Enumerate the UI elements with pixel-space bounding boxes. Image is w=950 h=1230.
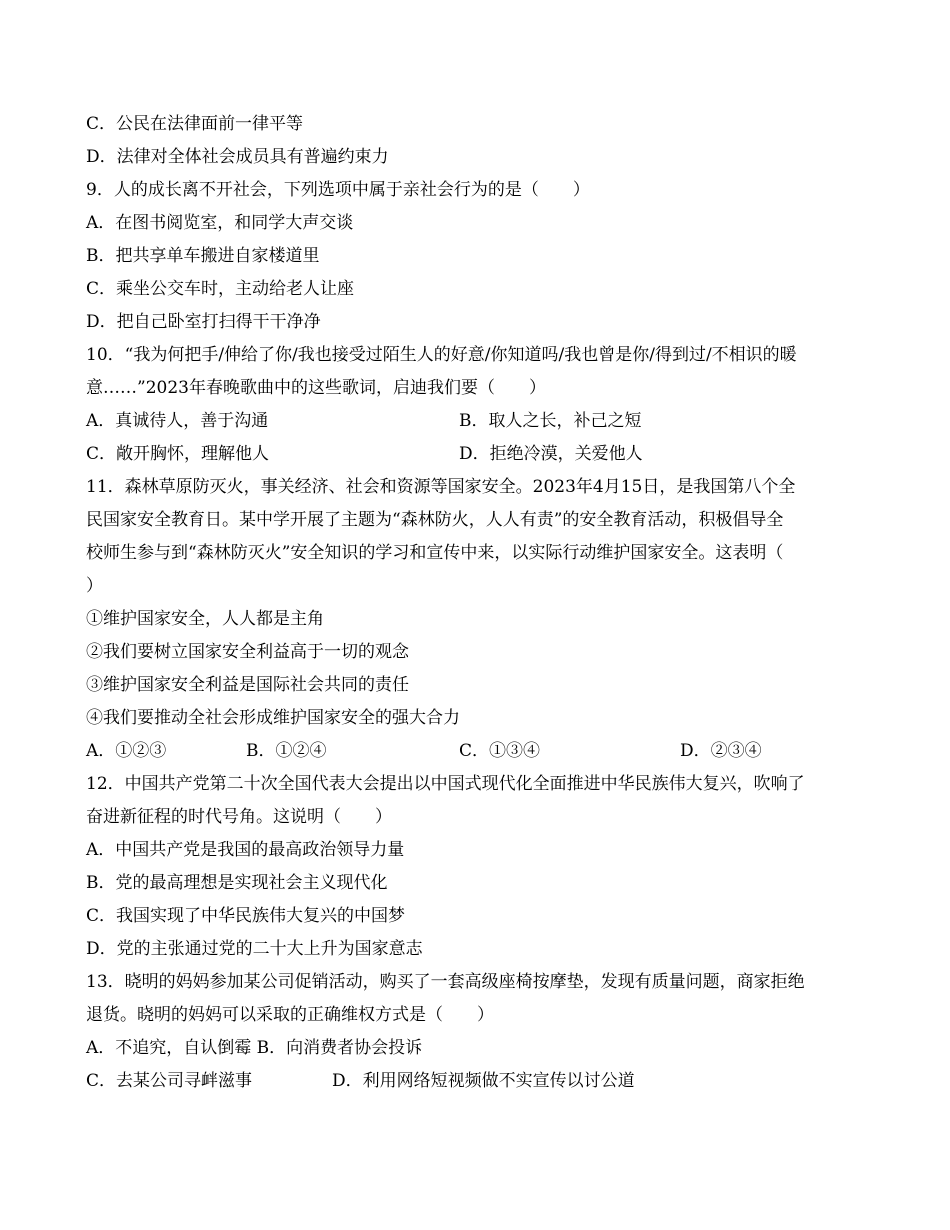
q12-option-b: B．党的最高理想是实现社会主义现代化: [86, 873, 388, 893]
q13-options-row-2: [86, 1065, 876, 1098]
q13-stem-line-2: 退货。晓明的妈妈可以采取的正确维权方式是（ ）: [86, 1005, 494, 1025]
q10-option-a: A．真诚待人，善于沟通: [86, 411, 269, 431]
q11-statement-2: ②我们要树立国家安全利益高于一切的观念: [86, 642, 409, 662]
q9-option-d: D．把自己卧室打扫得干干净净: [86, 312, 321, 332]
q11-stem-line-1: 11．森林草原防灭火，事关经济、社会和资源等国家安全。2023年4月15日，是我国第八个全: [86, 477, 796, 497]
q11-stem-line-2: 民国家安全教育日。某中学开展了主题为“森林防火，人人有责”的安全教育活动，积极倡导全: [86, 510, 784, 530]
q10-option-d: D．拒绝冷漠，关爱他人: [459, 444, 643, 464]
q9-option-c: C．乘坐公交车时，主动给老人让座: [86, 279, 355, 299]
q11-option-a: A．①②③: [86, 741, 167, 761]
q11-option-c: C．①③④: [459, 741, 541, 761]
q12-option-c: C．我国实现了中华民族伟大复兴的中国梦: [86, 906, 406, 926]
q11-options-row: [86, 735, 876, 768]
q8-option-c: C．公民在法律面前一律平等: [86, 114, 304, 134]
q10-options-row-1: [86, 405, 876, 438]
q11-option-b: B．①②④: [246, 741, 327, 761]
q8-option-d: D．法律对全体社会成员具有普遍约束力: [86, 147, 389, 167]
q11-stem-line-3: 校师生参与到“森林防灭火”安全知识的学习和宣传中来，以实际行动维护国家安全。这表明（: [86, 543, 784, 563]
q10-option-b: B．取人之长，补己之短: [459, 411, 642, 431]
q9-stem: 9．人的成长离不开社会，下列选项中属于亲社会行为的是（ ）: [86, 180, 590, 200]
q13-stem-line-1: 13．晓明的妈妈参加某公司促销活动，购买了一套高级座椅按摩垫，发现有质量问题，商家拒绝: [86, 972, 805, 992]
q9-option-a: A．在图书阅览室，和同学大声交谈: [86, 213, 354, 233]
q11-option-d: D．②③④: [680, 741, 762, 761]
q11-stem-line-4: ）: [86, 576, 103, 596]
q10-stem-line-2: 意……”2023年春晚歌曲中的这些歌词，启迪我们要（ ）: [86, 378, 546, 398]
q12-option-a: A．中国共产党是我国的最高政治领导力量: [86, 840, 405, 860]
q13-option-d: D．利用网络短视频做不实宣传以讨公道: [332, 1071, 635, 1091]
q12-stem-line-2: 奋进新征程的时代号角。这说明（ ）: [86, 807, 392, 827]
q10-stem-line-1: 10．“我为何把手/伸给了你/我也接受过陌生人的好意/你知道吗/我也曾是你/得到过/不相识的暖: [86, 345, 797, 365]
q13-options-ab: A．不追究，自认倒霉 B．向消费者协会投诉: [86, 1038, 423, 1058]
q9-option-b: B．把共享单车搬进自家楼道里: [86, 246, 320, 266]
q11-statement-1: ①维护国家安全，人人都是主角: [86, 609, 324, 629]
q12-stem-line-1: 12．中国共产党第二十次全国代表大会提出以中国式现代化全面推进中华民族伟大复兴，吹响了: [86, 774, 805, 794]
exam-page: [86, 108, 876, 1098]
q13-option-c: C．去某公司寻衅滋事: [86, 1071, 253, 1091]
q12-option-d: D．党的主张通过党的二十大上升为国家意志: [86, 939, 423, 959]
q11-statement-3: ③维护国家安全利益是国际社会共同的责任: [86, 675, 409, 695]
q10-option-c: C．敞开胸怀，理解他人: [86, 444, 270, 464]
q11-statement-4: ④我们要推动全社会形成维护国家安全的强大合力: [86, 708, 460, 728]
q10-options-row-2: [86, 438, 876, 471]
